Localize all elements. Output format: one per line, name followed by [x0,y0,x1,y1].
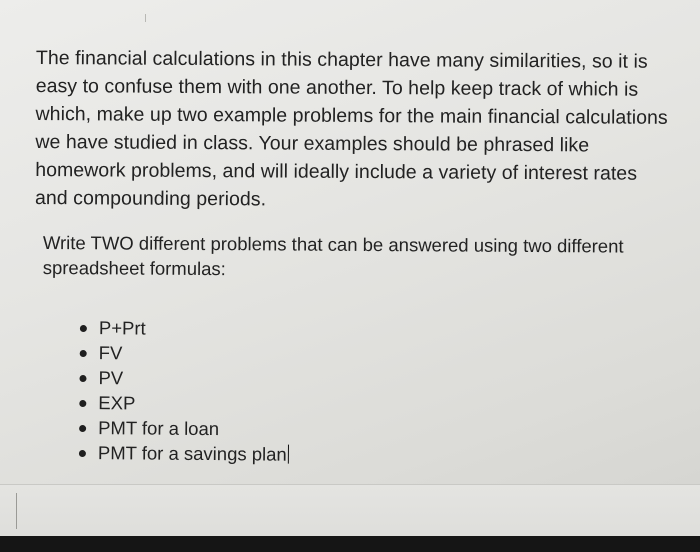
formula-label: EXP [98,392,136,414]
instructions-line: we have studied in class. Your examples should be phrased like [35,130,590,157]
task-prompt [43,230,683,284]
formula-label: PMT for a savings plan [97,442,287,465]
instructions-line: homework problems, and will ideally include a variety of interest rates [35,158,638,185]
instructions-line: which, make up two example problems for the main financial calculations [35,102,668,129]
task-prompt-line: Write TWO different problems that can be answered using two different [42,231,624,257]
formula-item [78,340,291,367]
formula-list [77,315,291,467]
divider-tick [145,14,146,22]
instructions-line: The financial calculations in this chapter have many similarities, so it is [35,46,648,73]
formula-item [77,365,290,392]
answer-input[interactable] [0,484,700,536]
input-cursor [16,493,17,529]
instructions-line: easy to confuse them with one another. To help keep track of which is [35,74,639,101]
formula-label: PV [98,367,124,389]
formula-label: FV [98,342,123,364]
formula-label: PMT for a loan [98,417,220,440]
formula-item [78,315,291,342]
text-caret [288,445,290,464]
task-prompt-line: spreadsheet formulas: [42,256,226,280]
bottom-bar [0,536,700,552]
instructions-paragraph [35,44,696,216]
formula-item [77,390,290,417]
formula-item [77,440,290,467]
formula-label: P+Prt [98,317,146,339]
instructions-line: and compounding periods. [34,186,267,211]
formula-item [77,415,290,442]
